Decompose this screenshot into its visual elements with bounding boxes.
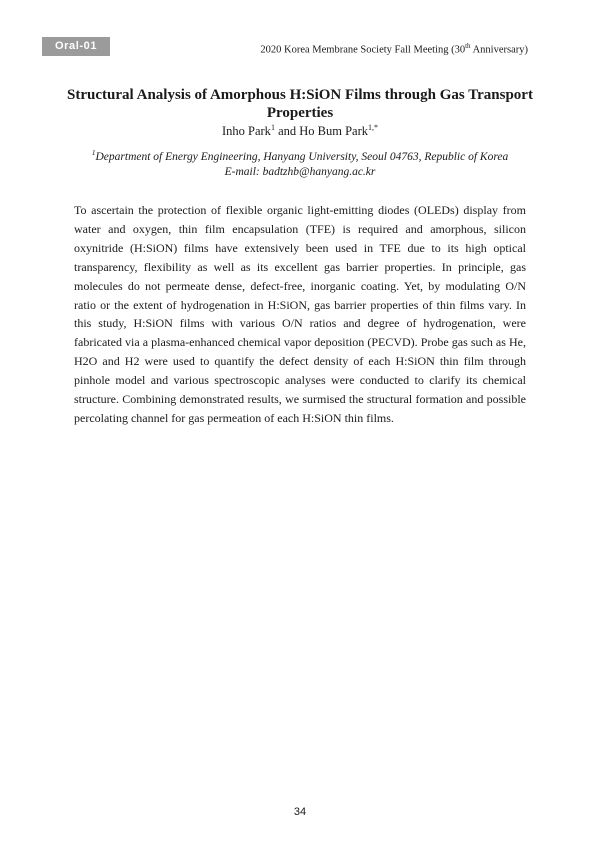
session-badge: Oral-01 [42, 37, 110, 56]
author-affiliation-mark: 1 [270, 123, 275, 132]
author-separator: and [274, 124, 300, 139]
affiliation-text: Department of Energy Engineering, Hanyang University, Seoul 04763, Republic of Korea [95, 150, 509, 163]
author-line [0, 123, 600, 139]
conference-name: 2020 Korea Membrane Society Fall Meeting (30 [260, 44, 466, 56]
author-affiliation-mark: 1,* [368, 123, 378, 132]
affiliation [0, 145, 600, 165]
paper-title: Structural Analysis of Amorphous H:SiON Films through Gas Transport Properties [67, 87, 533, 121]
email: E-mail: badtzhb@hanyang.ac.kr [224, 165, 376, 178]
affiliation-mark: 1 [91, 148, 96, 157]
author-name: Inho Park [221, 124, 271, 139]
abstract-body: To ascertain the protection of flexible organic light-emitting diodes (OLEDs) display from water and oxygen, thin film encapsulation (TFE) is required and amorphous, silicon oxynitride (H:SiON) films have extensively been used in TFE due to its high optical transparency, flexibility as well as its excellent gas barrier properties. In principle, gas molecules do not permeate dense, defect-free, inorganic coating. Yet, by modulating O/N ratio or the extent of hydrogenation in H:SiON, gas barrier properties of thin films vary. In this study, H:SiON films with various O/N ratios and degree of hydrogenation, were fabricated via a plasma-enhanced chemical vapor deposition (PECVD). Probe gas such as He, H2O and H2 were used to quantify the defect density of each H:SiON thin film through pinhole model and various spectroscopic analyses were conducted to clarify its chemical structure. Combining demonstrated results, we surmised the structural formation and possible percolating channel for gas permeation of each H:SiON thin films. [74, 203, 526, 425]
page-number: 34 [293, 806, 307, 818]
affiliation-block [0, 145, 600, 180]
author-name: Ho Bum Park [299, 124, 368, 139]
conference-ordinal: th [465, 42, 471, 50]
conference-header [260, 42, 528, 56]
conference-anniversary: Anniversary) [470, 44, 528, 56]
